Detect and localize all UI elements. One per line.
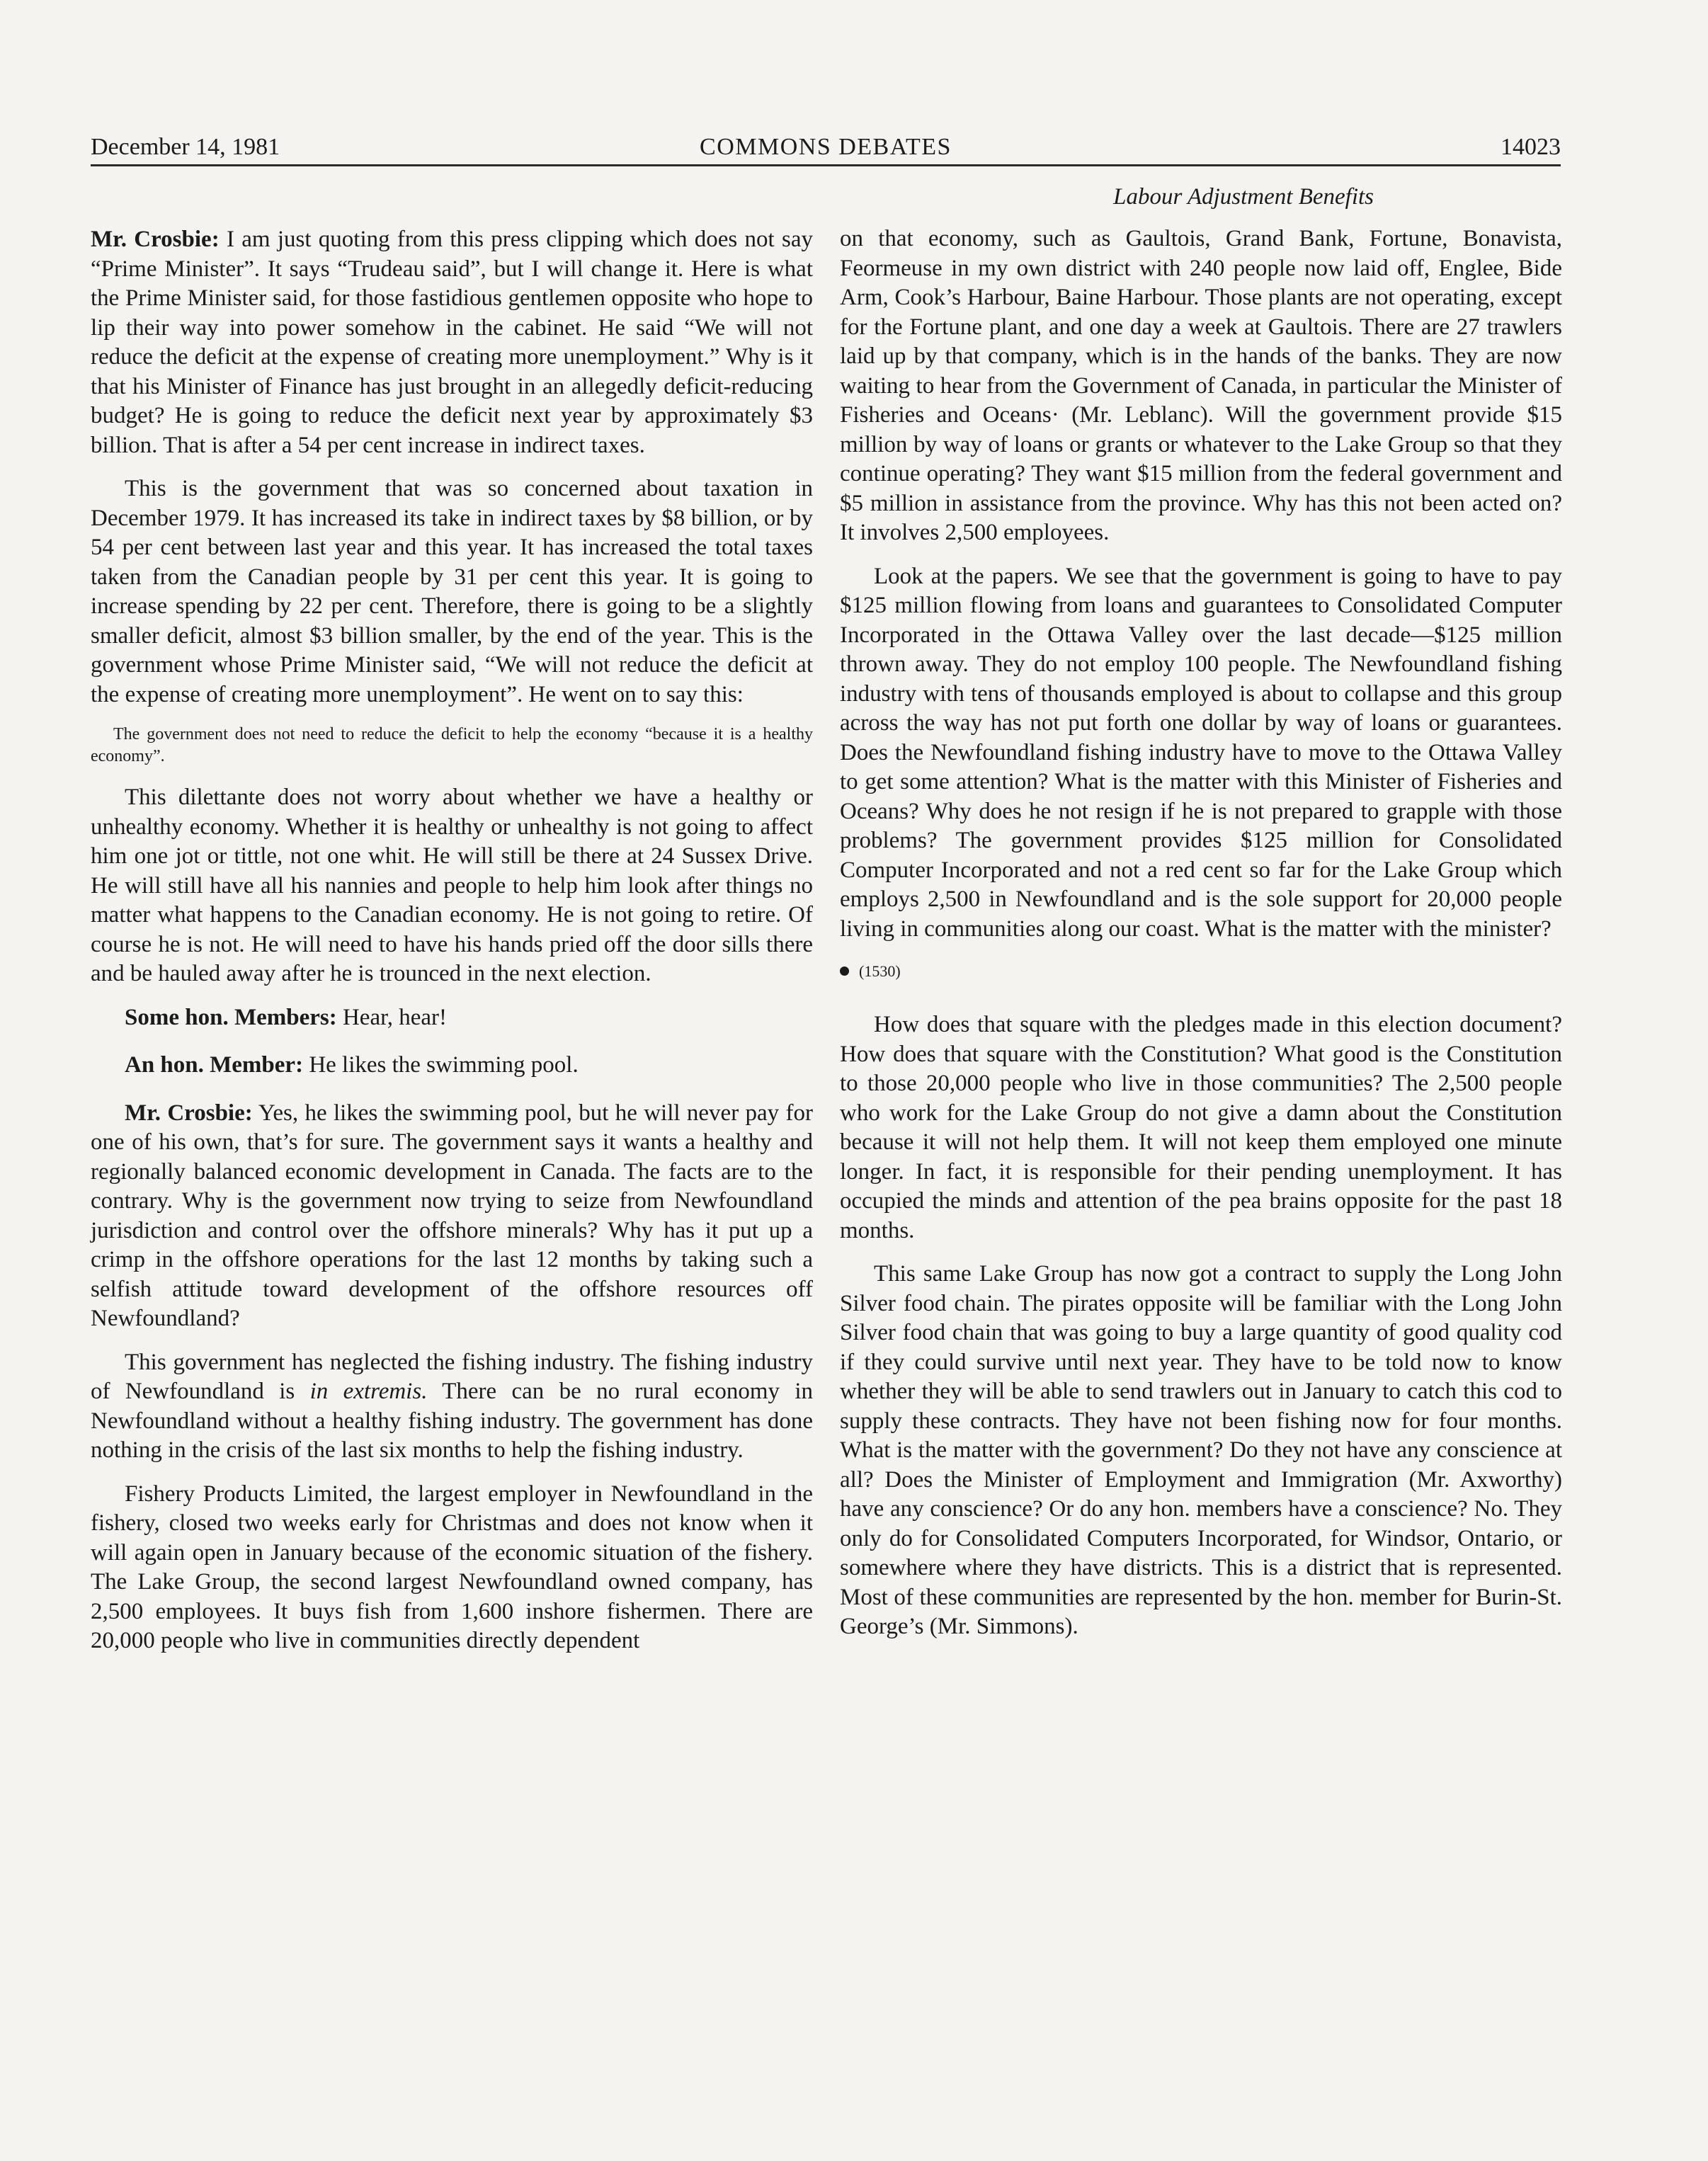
speech-text: He likes the swimming pool.: [303, 1052, 579, 1078]
header-title: COMMONS DEBATES: [700, 134, 952, 160]
block-quote: The government does not need to reduce the deficit to help the economy “because it is a healthy economy”.: [91, 725, 813, 765]
speech-text: I am just quoting from this press clipping which does not say “Prime Minister”. It says “Trudeau said”, but I will change it. Here is what the Prime Minister said, for those fastidious gentlemen opposite who hope to lip their way into power somehow in the cabinet. He said “We will not reduce the deficit at the expense of creating more unemployment.” Why is it that his Minister of Finance has just brought in an allegedly deficit-reducing budget? He is going to reduce the deficit next year by approximately $3 billion. That is after a 54 per cent increase in indirect taxes.: [91, 227, 813, 458]
paragraph: [91, 1099, 813, 1334]
speech-text: Yes, he likes the swimming pool, but he will never pay for one of his own, that’s for sure. The government says it wants a healthy and regionally balanced economic development in Canada. The facts are to the contrary. Why is the government now trying to seize from Newfoundland jurisdiction and control over the offshore minerals? Why has it put up a crimp in the offshore operations for the last 12 months by taking such a selfish attitude toward development of the offshore resources off Newfoundland?: [91, 1100, 813, 1331]
paragraph: How does that square with the pledges made in this election document? How does that square with the Constitution? What good is the Constitution to those 20,000 people who live in those communities? The 2,500 people who work for the Lake Group do not give a damn about the Constitution because it will not help them. It will not keep them employed one minute longer. In fact, it is responsible for their pending unemployment. It has occupied the minds and attention of the pea brains opposite for the past 18 months.: [840, 1012, 1562, 1243]
time-marker-text: (1530): [859, 962, 901, 980]
paragraph: This same Lake Group has now got a contract to supply the Long John Silver food chain. The pirates opposite will be familiar with the Long John Silver food chain that was going to buy a large quantity of good quality cod if they could survive until next year. They have to be told now to know whether they will be able to send trawlers out in January to catch this cod to supply these contracts. They have not been fishing now for four months. What is the matter with the government? Do they not have any conscience at all? Does the Minister of Employment and Immigration (Mr. Axworthy) have any conscience? Or do any hon. members have a conscience? No. They only do for Consolidated Computers Incorporated, for Windsor, Ontario, or somewhere where they have districts. This is a district that is represented. Most of these communities are represented by the hon. member for Burin-St. George’s (Mr. Simmons).: [840, 1261, 1562, 1639]
paragraph: This is the government that was so concerned about taxation in December 1979. It has increased its take in indirect taxes by $8 billion, or by 54 per cent between last year and this year. It has increased the total taxes taken from the Canadian people by 31 per cent this year. It is going to increase spending by 22 per cent. Therefore, there is going to be a slightly smaller deficit, almost $3 billion smaller, by the end of the year. This is the government whose Prime Minister said, “We will not reduce the deficit at the expense of creating more unemployment”. He went on to say this:: [91, 476, 813, 707]
interjection: [91, 1003, 813, 1033]
header-date: December 14, 1981: [91, 134, 280, 160]
paragraph: on that economy, such as Gaultois, Grand Bank, Fortune, Bonavista, Feormeuse in my own district with 240 people now laid off, Englee, Bide Arm, Cook’s Harbour, Baine Harbour. Those plants are not operating, except for the Fortune plant, and one day a week at Gaultois. There are 27 trawlers laid up by that company, which is in the hands of the banks. They are now waiting to hear from the Government of Canada, in particular the Minister of Fisheries and Oceans· (Mr. Leblanc). Will the government provide $15 million by way of loans or grants or whatever to the Lake Group so that they continue operating? They want $15 million from the federal government and $5 million in assistance from the province. Why has this not been acted on? It involves 2,500 employees.: [840, 226, 1562, 545]
time-marker: [840, 961, 1562, 982]
bullet-icon: [840, 967, 849, 976]
left-column: [91, 225, 813, 1670]
paragraph: [91, 225, 813, 460]
paragraph: This dilettante does not worry about whether we have a healthy or unhealthy economy. Whether it is healthy or unhealthy is not going to affect him one jot or tittle, not one whit. He will still be there at 24 Sussex Drive. He will still have all his nannies and people to help him look after things no matter what happens to the Canadian economy. He is not going to retire. Of course he is not. He will need to have his hands pried off the door sills there and be hauled away after he is trounced in the next election.: [91, 785, 813, 986]
speaker-name: An hon. Member:: [125, 1052, 304, 1078]
running-head: Labour Adjustment Benefits: [1113, 184, 1374, 210]
header-rule: [91, 164, 1561, 166]
paragraph: [91, 1348, 813, 1466]
interjection: [91, 1051, 813, 1080]
italic-phrase: in extremis.: [309, 1379, 428, 1404]
right-column: [840, 183, 1562, 1656]
speaker-name: Mr. Crosbie:: [91, 227, 220, 252]
speech-text: There can be no rural economy in Newfoundland without a healthy fishing industry. The government has done nothing in the crisis of the last six months to help the fishing industry.: [91, 1379, 813, 1463]
speaker-name: Some hon. Members:: [125, 1004, 337, 1030]
header-page-number: 14023: [1501, 134, 1561, 160]
speech-text: This government has neglected the fishing industry. The fishing industry of Newfoundland is: [91, 1349, 813, 1404]
speaker-name: Mr. Crosbie:: [125, 1100, 253, 1126]
speech-text: Hear, hear!: [336, 1004, 448, 1030]
paragraph: Look at the papers. We see that the government is going to have to pay $125 million flowing from loans and guarantees to Consolidated Computer Incorporated in the Ottawa Valley over the last decade—$125 million thrown away. They do not employ 100 people. The Newfoundland fishing industry with tens of thousands employed is about to collapse and this group across the way has not put forth one dollar by way of loans or guarantees. Does the Newfoundland fishing industry have to move to the Ottawa Valley to get some attention? What is the matter with this Minister of Fisheries and Oceans? Why does he not resign if he is not prepared to grapple with those problems? The government provides $125 million for Consolidated Computer Incorporated and not a red cent so far for the Lake Group which employs 2,500 in Newfoundland and is the sole support for 20,000 people living in communities along our coast. What is the matter with the minister?: [840, 563, 1562, 942]
paragraph: Fishery Products Limited, the largest employer in Newfoundland in the fishery, closed two weeks early for Christmas and does not know when it will again open in January because of the economic situation of the fishery. The Lake Group, the second largest Newfoundland owned company, has 2,500 employees. It buys fish from 1,600 inshore fishermen. There are 20,000 people who live in communities directly dependent: [91, 1481, 813, 1653]
